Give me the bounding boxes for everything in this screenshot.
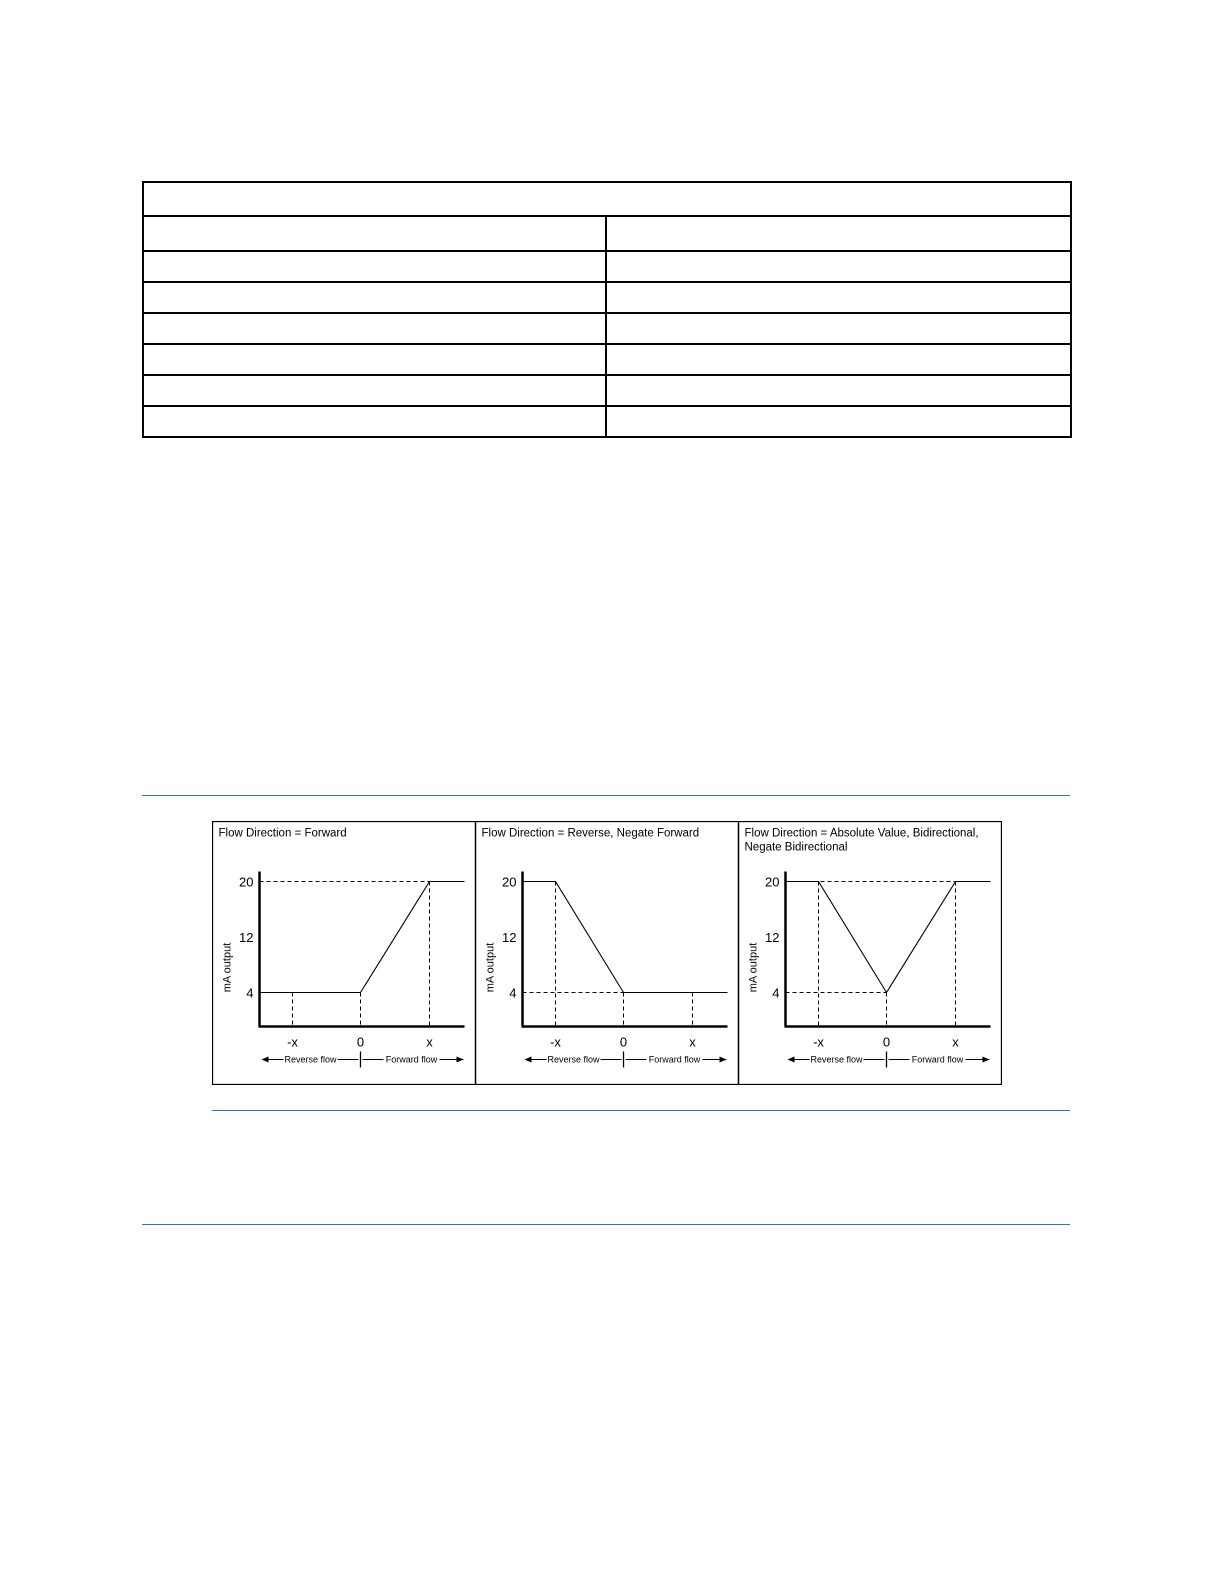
flow-direction-figure xyxy=(212,821,1002,1085)
x-tick-label: -x xyxy=(287,1034,298,1050)
table-cell xyxy=(606,344,1071,375)
table-row xyxy=(143,313,1071,344)
reverse-flow-label: Reverse flow xyxy=(547,1054,600,1065)
y-tick-label: 4 xyxy=(772,985,780,1001)
y-tick-label: 20 xyxy=(239,874,254,890)
panel-border xyxy=(476,822,739,1085)
x-tick-label: x xyxy=(426,1034,433,1050)
table-cell xyxy=(143,406,606,437)
table-cell xyxy=(606,406,1071,437)
series-line xyxy=(786,882,991,993)
table-row xyxy=(143,282,1071,313)
table-cell xyxy=(143,313,606,344)
x-tick-label: 0 xyxy=(882,1034,891,1050)
y-axis-label: mA output xyxy=(747,942,760,993)
forward-flow-label: Forward flow xyxy=(648,1054,701,1065)
x-tick-label: x xyxy=(689,1034,696,1050)
chart-panel-2 xyxy=(476,822,739,1085)
table-cell xyxy=(143,282,606,313)
x-tick-label: 0 xyxy=(619,1034,628,1050)
x-tick-label: x xyxy=(952,1034,959,1050)
x-tick-label: -x xyxy=(550,1034,561,1050)
table-row xyxy=(143,375,1071,406)
table-header-row xyxy=(143,182,1071,216)
panel-border xyxy=(739,822,1002,1085)
chart-title: Flow Direction = Reverse, Negate Forward xyxy=(481,827,700,840)
y-axis-label: mA output xyxy=(221,942,234,993)
table-row xyxy=(143,406,1071,437)
table-cell xyxy=(143,375,606,406)
forward-flow-label: Forward flow xyxy=(911,1054,964,1065)
figure-bottom-rule xyxy=(212,1110,1070,1111)
reverse-flow-label: Reverse flow xyxy=(810,1054,863,1065)
y-tick-label: 4 xyxy=(246,985,254,1001)
table-cell xyxy=(143,251,606,282)
chart-title: Negate Bidirectional xyxy=(744,841,848,854)
forward-flow-label: Forward flow xyxy=(385,1054,438,1065)
reverse-flow-label: Reverse flow xyxy=(284,1054,337,1065)
table-cell xyxy=(606,313,1071,344)
panel-border xyxy=(213,822,476,1085)
series-line xyxy=(260,882,465,993)
x-tick-label: -x xyxy=(813,1034,824,1050)
y-tick-label: 4 xyxy=(509,985,517,1001)
series-line xyxy=(523,882,728,993)
table-row xyxy=(143,344,1071,375)
table-cell xyxy=(143,216,606,251)
chart-title: Flow Direction = Forward xyxy=(218,827,347,840)
flow-direction-charts xyxy=(212,821,1002,1085)
table-cell xyxy=(606,282,1071,313)
table-row xyxy=(143,251,1071,282)
y-tick-label: 12 xyxy=(765,930,780,945)
table-cell xyxy=(606,216,1071,251)
y-tick-label: 20 xyxy=(765,874,780,890)
y-tick-label: 20 xyxy=(502,874,517,890)
table-cell xyxy=(143,344,606,375)
chart-title: Flow Direction = Absolute Value, Bidirectional, xyxy=(744,827,979,840)
y-tick-label: 12 xyxy=(502,930,517,945)
data-table xyxy=(142,181,1072,438)
figure-top-rule xyxy=(142,795,1070,796)
chart-panel-3 xyxy=(739,822,1002,1085)
table-cell xyxy=(606,251,1071,282)
table-cell xyxy=(606,375,1071,406)
table-caption-cell xyxy=(143,182,1071,216)
y-axis-label: mA output xyxy=(484,942,497,993)
chart-panel-1 xyxy=(213,822,476,1085)
x-tick-label: 0 xyxy=(356,1034,365,1050)
table-column-header-row xyxy=(143,216,1071,251)
section-rule xyxy=(142,1224,1070,1225)
y-tick-label: 12 xyxy=(239,930,254,945)
